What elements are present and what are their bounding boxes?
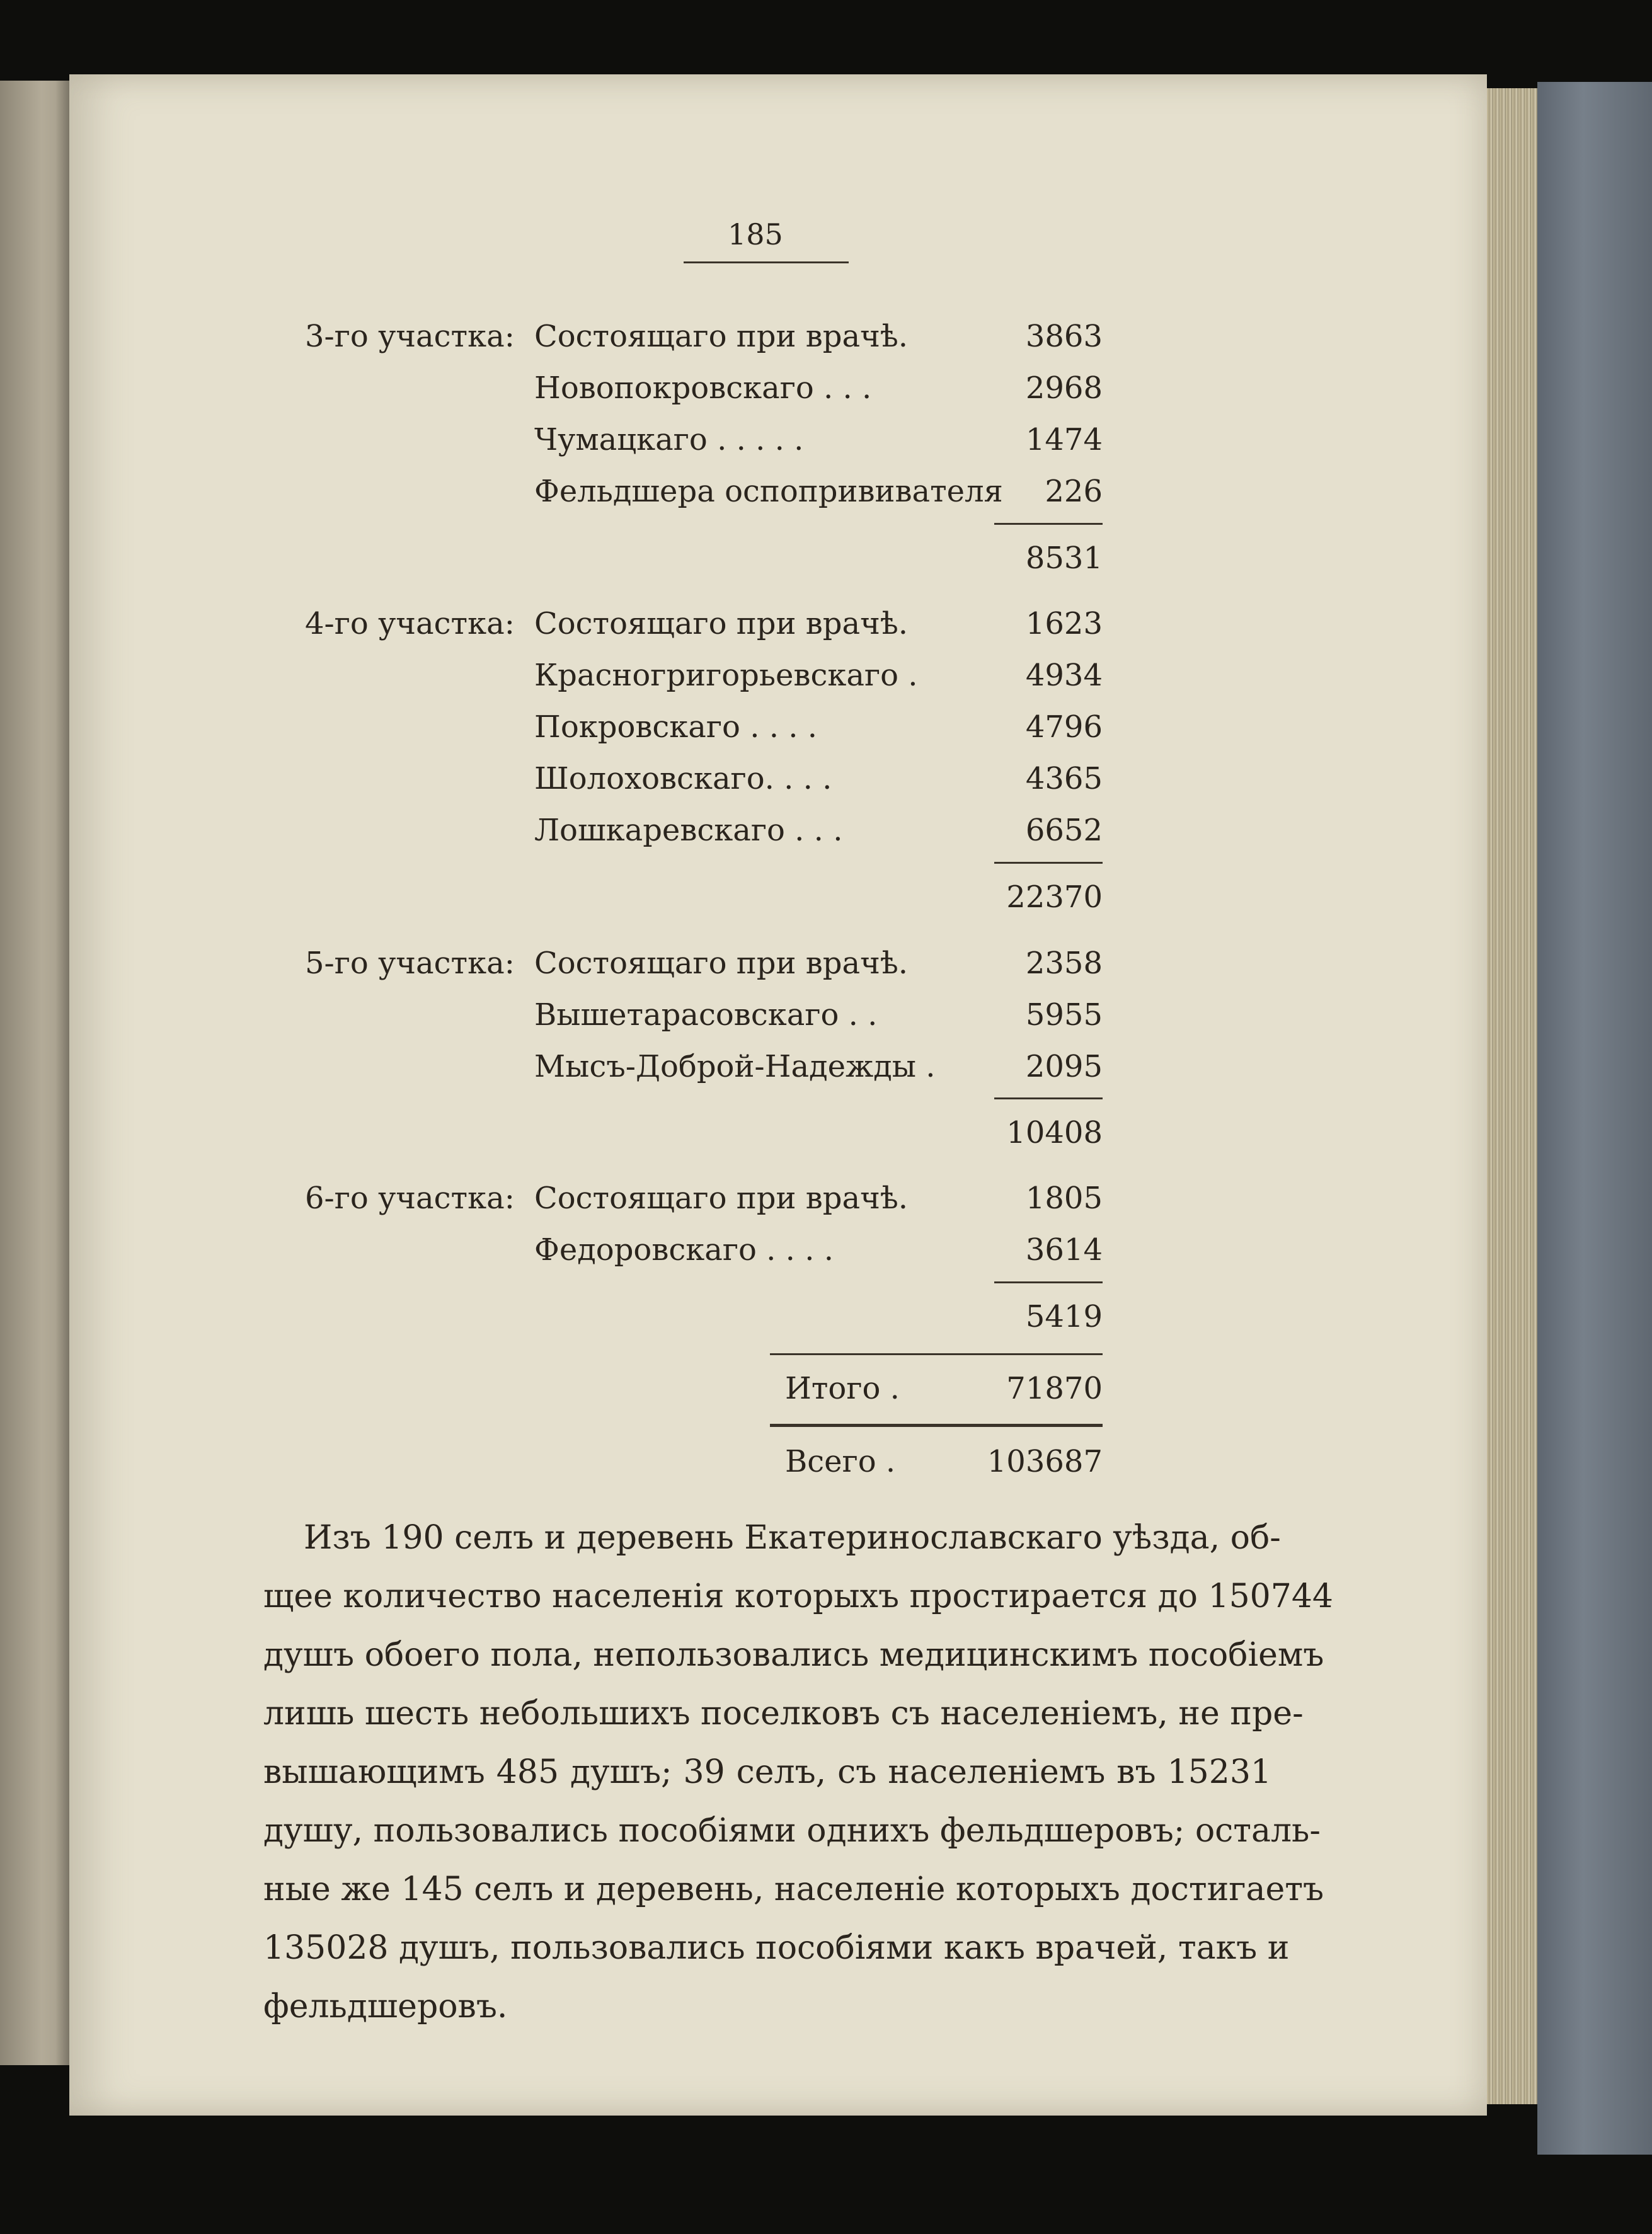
row-value: 4365 [1025, 761, 1103, 796]
paragraph-line: 135028 душъ, пользовались пособіями какъ врачей, такъ и [263, 1929, 1290, 1967]
row-name: Фельдшера оспопрививателя [534, 474, 1003, 509]
row-value: 4934 [1025, 658, 1103, 693]
subtotal-value: 22370 [1006, 879, 1103, 915]
row-name: Покровскаго . . . . [534, 709, 818, 745]
row-value: 1623 [1025, 606, 1103, 641]
row-value: 2968 [1025, 370, 1103, 406]
paragraph-line: фельдшеровъ. [263, 1988, 508, 2025]
row-name: Состоящаго при врачѣ. [534, 319, 909, 354]
vsego-label: Всего . [785, 1444, 896, 1479]
row-value: 3614 [1025, 1232, 1103, 1268]
subtotal-rule [994, 862, 1103, 864]
row-value: 2358 [1025, 946, 1103, 981]
row-value: 6652 [1025, 813, 1103, 848]
itogo-value: 71870 [1006, 1371, 1103, 1406]
paragraph-line: лишь шесть небольшихъ поселковъ съ населеніемъ, не пре- [263, 1695, 1304, 1733]
subtotal-value: 10408 [1006, 1115, 1103, 1150]
section-label: 3-го участка: [305, 319, 515, 354]
row-value: 5955 [1025, 997, 1103, 1033]
paragraph-line: душу, пользовались пособіями однихъ фельдшеровъ; осталь- [263, 1812, 1321, 1850]
body-paragraph [263, 1509, 1333, 2036]
row-name: Состоящаго при врачѣ. [534, 1181, 909, 1216]
subtotal-value: 5419 [1025, 1299, 1103, 1334]
subtotal-value: 8531 [1025, 541, 1103, 576]
itogo-rule [770, 1353, 1103, 1355]
paragraph-line: Изъ 190 селъ и деревень Екатеринославскаго уѣзда, об- [304, 1519, 1281, 1557]
paragraph-line: ные же 145 селъ и деревень, населеніе которыхъ достигаетъ [263, 1870, 1324, 1908]
vsego-rule [770, 1424, 1103, 1427]
row-name: Чумацкаго . . . . . [534, 422, 804, 457]
row-value: 3863 [1025, 319, 1103, 354]
row-name: Вышетарасовскаго . . [534, 997, 878, 1033]
subtotal-rule [994, 1281, 1103, 1283]
itogo-label: Итого . [785, 1371, 900, 1406]
row-value: 4796 [1025, 709, 1103, 745]
row-value: 226 [1045, 474, 1103, 509]
paragraph-line: душъ обоего пола, непользовались медицинскимъ пособіемъ [263, 1636, 1324, 1674]
row-name: Мысъ-Доброй-Надежды . [534, 1049, 936, 1084]
section-label: 4-го участка: [305, 606, 515, 641]
paragraph-line: щее количество населенія которыхъ простирается до 150744 [263, 1578, 1333, 1615]
row-name: Федоровскаго . . . . [534, 1232, 834, 1268]
subtotal-rule [994, 523, 1103, 525]
row-value: 2095 [1025, 1049, 1103, 1084]
row-value: 1474 [1025, 422, 1103, 457]
row-name: Состоящаго при врачѣ. [534, 606, 909, 641]
row-name: Лошкаревскаго . . . [534, 813, 843, 848]
row-name: Состоящаго при врачѣ. [534, 946, 909, 981]
subtotal-rule [994, 1097, 1103, 1099]
row-name: Красногригорьевскаго . [534, 658, 918, 693]
row-value: 1805 [1025, 1181, 1103, 1216]
section-label: 5-го участка: [305, 946, 515, 981]
section-label: 6-го участка: [305, 1181, 515, 1216]
vsego-value: 103687 [987, 1444, 1103, 1479]
row-name: Новопокровскаго . . . [534, 370, 872, 406]
row-name: Шолоховскаго. . . . [534, 761, 832, 796]
page-number: 185 [728, 217, 783, 251]
paragraph-line: вышающимъ 485 душъ; 39 селъ, съ населеніемъ въ 15231 [263, 1753, 1271, 1791]
